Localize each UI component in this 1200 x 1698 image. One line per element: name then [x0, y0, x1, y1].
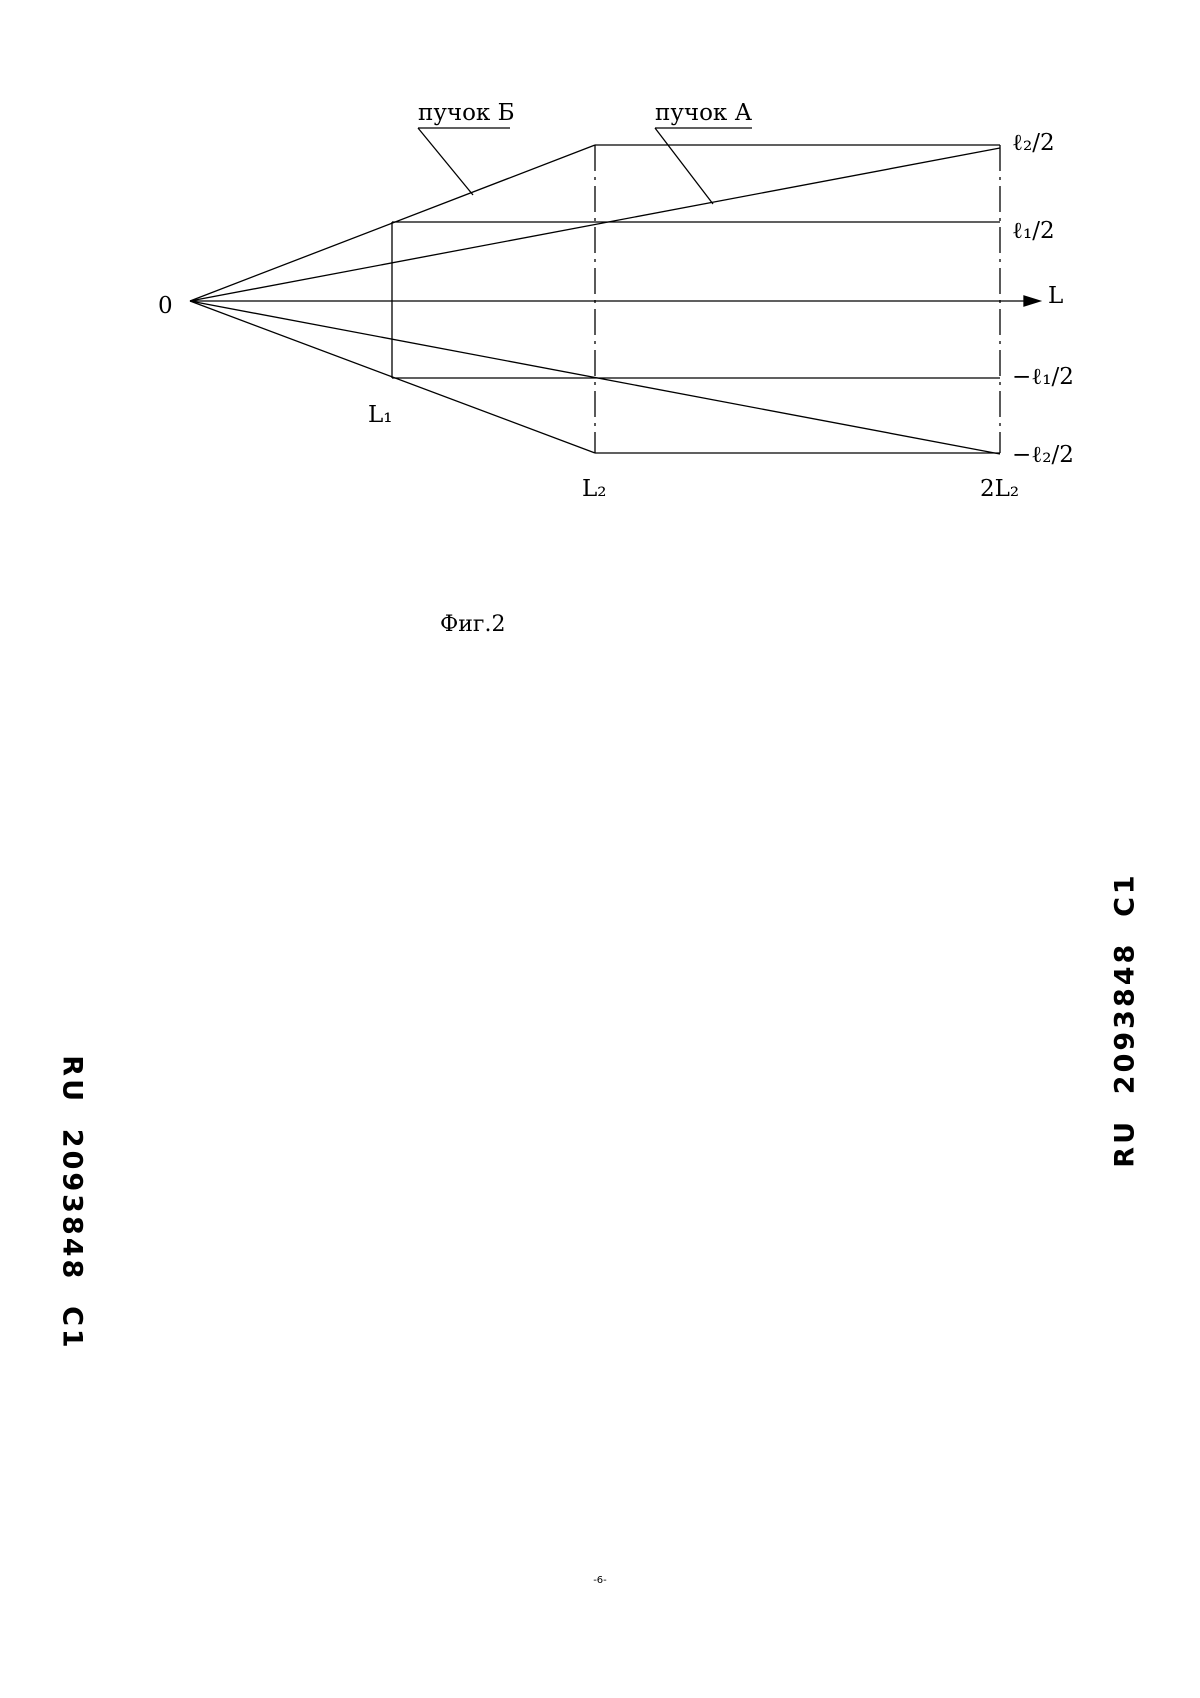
label-L1: L₁: [368, 402, 393, 428]
axis-arrowhead: [1024, 296, 1040, 306]
patent-number-left: RU 2093848 C1: [56, 1055, 88, 1351]
beam-b-label: пучок Б: [418, 100, 515, 126]
label-l1-half: ℓ₁/2: [1012, 218, 1055, 244]
origin-label: 0: [158, 293, 173, 319]
patent-number-right: RU 2093848 C1: [1109, 872, 1141, 1168]
beam-b-leader: [418, 128, 473, 195]
label-neg-l1-half: −ℓ₁/2: [1012, 364, 1074, 390]
label-L2: L₂: [582, 476, 607, 502]
axis-label: L: [1048, 283, 1064, 309]
label-l2-half: ℓ₂/2: [1012, 130, 1055, 156]
figure-caption: Фиг.2: [440, 612, 506, 637]
label-2L2: 2L₂: [980, 476, 1020, 502]
beam-diagram: [0, 0, 1200, 560]
beam-a-leader: [655, 128, 713, 204]
beam-a-label: пучок А: [655, 100, 753, 126]
label-neg-l2-half: −ℓ₂/2: [1012, 442, 1074, 468]
page-number: -6-: [593, 1575, 607, 1586]
